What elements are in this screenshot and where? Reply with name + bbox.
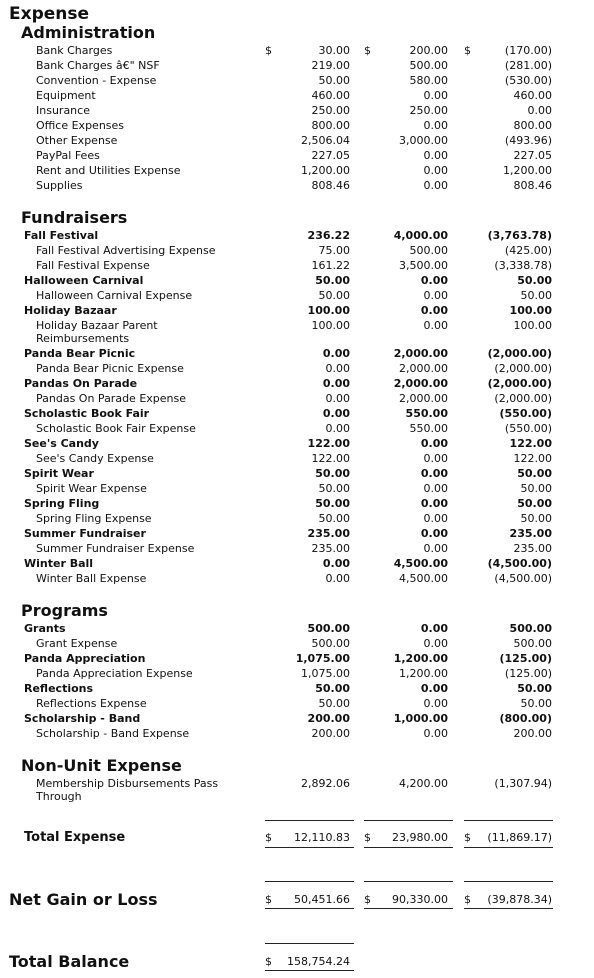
line-item-label [36, 148, 100, 163]
amount-variance: 50.00 [520, 512, 552, 525]
amount-budget: 0.00 [423, 727, 448, 740]
label-text: Fall Festival Advertising Expense [36, 244, 216, 257]
line-item-row [0, 133, 594, 148]
line-item-label [36, 481, 147, 496]
line-item-label [36, 43, 112, 58]
group-label [24, 346, 135, 361]
amount-variance: 50.00 [517, 274, 552, 287]
line-item-row [0, 636, 594, 651]
amount-actual: 75.00 [318, 244, 350, 257]
section-heading-nonunit: Non-Unit Expense [21, 756, 182, 775]
label-text: Holiday Bazaar [24, 304, 117, 317]
net-gain-currency-a: $ [265, 893, 272, 906]
amount-variance: 227.05 [513, 149, 552, 162]
amount-budget: 500.00 [409, 59, 448, 72]
line-item-label [36, 511, 152, 526]
line-item-row [0, 73, 594, 88]
amount-budget: 0.00 [420, 622, 448, 635]
amount-variance: 235.00 [513, 542, 552, 555]
group-row [0, 681, 594, 696]
amount-actual: 0.00 [322, 377, 350, 390]
amount-variance: 460.00 [513, 89, 552, 102]
net-gain-a: 50,451.66 [294, 893, 350, 906]
amount-variance: (2,000.00) [487, 347, 552, 360]
label-text: Panda Bear Picnic Expense [36, 362, 184, 375]
section-heading-programs: Programs [21, 601, 108, 620]
amount-actual: 0.00 [325, 392, 350, 405]
amount-budget: 0.00 [423, 697, 448, 710]
net-gain-label: Net Gain or Loss [9, 890, 158, 909]
label-text: Panda Appreciation Expense [36, 667, 193, 680]
label-text: Fall Festival [24, 229, 99, 242]
amount-actual: 2,506.04 [301, 134, 350, 147]
amount-actual: 50.00 [318, 74, 350, 87]
amount-actual: 235.00 [311, 542, 350, 555]
amount-variance: (4,500.00) [494, 572, 552, 585]
amount-variance: 800.00 [513, 119, 552, 132]
label-text: Scholarship - Band [24, 712, 141, 725]
group-row [0, 436, 594, 451]
group-label [24, 526, 146, 541]
amount-budget: 0.00 [423, 512, 448, 525]
amount-budget: 0.00 [420, 304, 448, 317]
line-item-label [36, 571, 146, 586]
amount-variance: (4,500.00) [487, 557, 552, 570]
group-row [0, 376, 594, 391]
line-item-row [0, 391, 594, 406]
total-expense-currency-b: $ [364, 831, 371, 844]
label-text: Reflections Expense [36, 697, 147, 710]
line-item-label [36, 178, 83, 193]
amount-budget: 2,000.00 [393, 347, 448, 360]
amount-variance: (170.00) [504, 44, 552, 57]
amount-variance: 0.00 [527, 104, 552, 117]
section-heading-fundraisers: Fundraisers [21, 208, 128, 227]
amount-actual: 100.00 [311, 319, 350, 332]
net-gain-underline-a [265, 908, 354, 909]
label-text: Fall Festival Expense [36, 259, 150, 272]
amount-budget: 580.00 [409, 74, 448, 87]
line-item-label [36, 118, 124, 133]
amount-variance: 200.00 [513, 727, 552, 740]
line-item-label [36, 58, 160, 73]
group-row [0, 526, 594, 541]
label-text: Bank Charges [36, 44, 113, 57]
line-item-label [36, 391, 186, 406]
amount-actual: 0.00 [322, 407, 350, 420]
label-text-continued: Through [36, 790, 82, 803]
total-expense-underline-c [464, 847, 553, 848]
group-label [24, 273, 143, 288]
label-text: Holiday Bazaar Parent [36, 319, 158, 332]
amount-actual: 30.00 [318, 44, 350, 57]
total-balance-value: 158,754.24 [287, 955, 350, 968]
group-label [24, 228, 98, 243]
label-text: Reflections [24, 682, 94, 695]
net-gain-b: 90,330.00 [392, 893, 448, 906]
amount-variance: (281.00) [504, 59, 552, 72]
line-item-row [0, 288, 594, 303]
line-item-label [36, 73, 156, 88]
group-label [24, 621, 66, 636]
line-item-row [0, 571, 594, 586]
line-item-row [0, 451, 594, 466]
amount-variance: (1,307.94) [494, 777, 552, 790]
line-item-label [36, 666, 193, 681]
group-row [0, 346, 594, 361]
total-expense-underline-a [265, 847, 354, 848]
amount-actual: 1,075.00 [301, 667, 350, 680]
group-label [24, 496, 99, 511]
line-item-row [0, 148, 594, 163]
amount-budget: 0.00 [423, 452, 448, 465]
group-label [24, 303, 117, 318]
amount-budget: 3,000.00 [399, 134, 448, 147]
label-text: Winter Ball Expense [36, 572, 147, 585]
label-text: Convention - Expense [36, 74, 157, 87]
line-item-label [36, 636, 117, 651]
line-item-row [0, 361, 594, 376]
label-text: Scholastic Book Fair Expense [36, 422, 196, 435]
amount-actual: 161.22 [311, 259, 350, 272]
label-text: Office Expenses [36, 119, 125, 132]
group-row [0, 466, 594, 481]
total-expense-c: (11,869.17) [487, 831, 552, 844]
line-item-label [36, 726, 189, 741]
amount-budget: 0.00 [420, 437, 448, 450]
amount-variance: (2,000.00) [487, 377, 552, 390]
line-item-label [36, 451, 154, 466]
amount-budget: 0.00 [420, 527, 448, 540]
amount-budget: 1,000.00 [393, 712, 448, 725]
total-expense-currency-c: $ [464, 831, 471, 844]
amount-budget: 1,200.00 [399, 667, 448, 680]
amount-variance: (550.00) [499, 407, 552, 420]
amount-variance: (493.96) [504, 134, 552, 147]
total-expense-label: Total Expense [24, 830, 126, 845]
amount-actual: 200.00 [307, 712, 350, 725]
amount-actual: 50.00 [318, 289, 350, 302]
amount-actual: 50.00 [315, 497, 350, 510]
amount-budget: 500.00 [409, 244, 448, 257]
total-expense-underline-b [364, 847, 453, 848]
line-item-label [36, 163, 180, 178]
amount-budget: 200.00 [409, 44, 448, 57]
amount-actual: 250.00 [311, 104, 350, 117]
amount-actual: 122.00 [307, 437, 350, 450]
amount-actual: 500.00 [311, 637, 350, 650]
amount-variance: 1,200.00 [503, 164, 552, 177]
net-gain-c: (39,878.34) [487, 893, 552, 906]
currency-symbol: $ [265, 44, 272, 57]
amount-variance: 50.00 [517, 497, 552, 510]
amount-budget: 0.00 [420, 682, 448, 695]
label-text: Scholarship - Band Expense [36, 727, 190, 740]
group-label [24, 681, 93, 696]
section-heading-administration: Administration [21, 23, 156, 42]
amount-actual: 50.00 [318, 697, 350, 710]
amount-variance: (3,763.78) [487, 229, 552, 242]
report-title: Expense [9, 4, 90, 24]
line-item-row [0, 43, 594, 58]
amount-actual: 800.00 [311, 119, 350, 132]
amount-actual: 50.00 [315, 467, 350, 480]
amount-budget: 0.00 [423, 289, 448, 302]
line-item-row [0, 666, 594, 681]
group-row [0, 228, 594, 243]
label-text: PayPal Fees [36, 149, 100, 162]
net-gain-currency-c: $ [464, 893, 471, 906]
amount-actual: 460.00 [311, 89, 350, 102]
label-text: Halloween Carnival [24, 274, 144, 287]
group-row [0, 303, 594, 318]
line-item-label [36, 258, 150, 273]
total-expense-rule-a [265, 820, 354, 821]
amount-budget: 0.00 [420, 497, 448, 510]
label-text: Membership Disbursements Pass [36, 777, 219, 790]
amount-budget: 0.00 [423, 164, 448, 177]
line-item-row [0, 58, 594, 73]
label-text: See's Candy Expense [36, 452, 154, 465]
amount-variance: 122.00 [513, 452, 552, 465]
amount-budget: 4,000.00 [393, 229, 448, 242]
label-text: Spirit Wear Expense [36, 482, 147, 495]
line-item-row [0, 726, 594, 741]
amount-variance: (550.00) [504, 422, 552, 435]
line-item-row [0, 243, 594, 258]
total-balance-label: Total Balance [9, 952, 130, 971]
amount-actual: 0.00 [325, 362, 350, 375]
label-text: See's Candy [24, 437, 99, 450]
total-balance-underline [265, 970, 354, 971]
label-text: Bank Charges â€" NSF [36, 59, 160, 72]
line-item-row [0, 103, 594, 118]
line-item-label [36, 133, 117, 148]
amount-budget: 0.00 [423, 542, 448, 555]
amount-actual: 2,892.06 [301, 777, 350, 790]
amount-actual: 50.00 [315, 274, 350, 287]
line-item-label [36, 318, 158, 346]
amount-budget: 2,000.00 [399, 392, 448, 405]
total-expense-rule-c [464, 820, 553, 821]
line-item-row [0, 178, 594, 193]
amount-actual: 122.00 [311, 452, 350, 465]
amount-actual: 200.00 [311, 727, 350, 740]
amount-variance: (2,000.00) [494, 392, 552, 405]
currency-symbol: $ [464, 44, 471, 57]
amount-budget: 0.00 [423, 482, 448, 495]
group-row [0, 651, 594, 666]
amount-variance: 50.00 [517, 682, 552, 695]
label-text: Rent and Utilities Expense [36, 164, 181, 177]
line-item-label [36, 88, 96, 103]
line-item-row [0, 541, 594, 556]
group-row [0, 711, 594, 726]
label-text-continued: Reimbursements [36, 332, 130, 345]
line-item-row [0, 481, 594, 496]
line-item-label [36, 288, 192, 303]
amount-actual: 0.00 [322, 557, 350, 570]
total-expense-b: 23,980.00 [392, 831, 448, 844]
amount-budget: 0.00 [420, 467, 448, 480]
amount-budget: 0.00 [420, 274, 448, 287]
amount-budget: 2,000.00 [399, 362, 448, 375]
net-gain-rule-c [464, 881, 553, 882]
amount-variance: 122.00 [509, 437, 552, 450]
amount-actual: 500.00 [307, 622, 350, 635]
amount-variance: 235.00 [509, 527, 552, 540]
total-balance-rule [265, 943, 354, 944]
amount-variance: 100.00 [513, 319, 552, 332]
label-text: Summer Fundraiser Expense [36, 542, 195, 555]
amount-actual: 0.00 [325, 422, 350, 435]
amount-actual: 236.22 [307, 229, 350, 242]
group-label [24, 406, 149, 421]
group-label [24, 466, 94, 481]
line-item-row [0, 118, 594, 133]
amount-variance: 500.00 [509, 622, 552, 635]
group-label [24, 711, 140, 726]
amount-budget: 4,500.00 [399, 572, 448, 585]
amount-budget: 0.00 [423, 319, 448, 332]
amount-variance: 50.00 [520, 289, 552, 302]
group-label [24, 436, 99, 451]
label-text: Scholastic Book Fair [24, 407, 150, 420]
amount-variance: 50.00 [520, 482, 552, 495]
label-text: Equipment [36, 89, 96, 102]
amount-variance: 100.00 [509, 304, 552, 317]
amount-variance: (125.00) [499, 652, 552, 665]
label-text: Summer Fundraiser [24, 527, 146, 540]
label-text: Halloween Carnival Expense [36, 289, 193, 302]
amount-actual: 1,200.00 [301, 164, 350, 177]
group-row [0, 406, 594, 421]
label-text: Spring Fling [24, 497, 100, 510]
amount-actual: 100.00 [307, 304, 350, 317]
amount-budget: 2,000.00 [393, 377, 448, 390]
group-row [0, 496, 594, 511]
amount-variance: (425.00) [504, 244, 552, 257]
line-item-row [0, 511, 594, 526]
line-item-label [36, 421, 196, 436]
group-row [0, 621, 594, 636]
net-gain-underline-b [364, 908, 453, 909]
label-text: Panda Appreciation [24, 652, 146, 665]
total-expense-rule-b [364, 820, 453, 821]
amount-budget: 4,200.00 [399, 777, 448, 790]
label-text: Panda Bear Picnic [24, 347, 136, 360]
amount-variance: (800.00) [499, 712, 552, 725]
line-item-label [36, 361, 184, 376]
total-expense-currency-a: $ [265, 831, 272, 844]
amount-budget: 1,200.00 [393, 652, 448, 665]
line-item-label [36, 541, 194, 556]
line-item-row [0, 776, 594, 803]
amount-variance: 50.00 [517, 467, 552, 480]
amount-actual: 1,075.00 [295, 652, 350, 665]
line-item-label [36, 243, 215, 258]
amount-variance: 50.00 [520, 697, 552, 710]
label-text: Other Expense [36, 134, 118, 147]
amount-actual: 227.05 [311, 149, 350, 162]
line-item-label [36, 103, 90, 118]
group-label [24, 651, 145, 666]
amount-variance: (2,000.00) [494, 362, 552, 375]
amount-budget: 0.00 [423, 89, 448, 102]
amount-budget: 4,500.00 [393, 557, 448, 570]
amount-actual: 0.00 [322, 347, 350, 360]
label-text: Grants [24, 622, 66, 635]
total-balance-currency: $ [265, 955, 272, 968]
amount-variance: 808.46 [513, 179, 552, 192]
line-item-row [0, 696, 594, 711]
line-item-row [0, 88, 594, 103]
currency-symbol: $ [364, 44, 371, 57]
amount-actual: 50.00 [318, 482, 350, 495]
amount-actual: 0.00 [325, 572, 350, 585]
label-text: Pandas On Parade Expense [36, 392, 186, 405]
amount-variance: 500.00 [513, 637, 552, 650]
label-text: Supplies [36, 179, 83, 192]
amount-budget: 0.00 [423, 179, 448, 192]
amount-variance: (125.00) [504, 667, 552, 680]
label-text: Grant Expense [36, 637, 118, 650]
label-text: Spirit Wear [24, 467, 94, 480]
line-item-row [0, 258, 594, 273]
amount-actual: 808.46 [311, 179, 350, 192]
amount-budget: 0.00 [423, 637, 448, 650]
amount-budget: 550.00 [405, 407, 448, 420]
group-row [0, 273, 594, 288]
amount-actual: 235.00 [307, 527, 350, 540]
net-gain-underline-c [464, 908, 553, 909]
amount-actual: 50.00 [315, 682, 350, 695]
group-row [0, 556, 594, 571]
label-text: Spring Fling Expense [36, 512, 152, 525]
label-text: Insurance [36, 104, 90, 117]
line-item-label [36, 776, 218, 804]
total-expense-a: 12,110.83 [294, 831, 350, 844]
group-label [24, 556, 93, 571]
net-gain-rule-b [364, 881, 453, 882]
amount-budget: 0.00 [423, 119, 448, 132]
line-item-label [36, 696, 147, 711]
amount-budget: 3,500.00 [399, 259, 448, 272]
label-text: Winter Ball [24, 557, 94, 570]
line-item-row [0, 163, 594, 178]
label-text: Pandas On Parade [24, 377, 138, 390]
amount-variance: (3,338.78) [494, 259, 552, 272]
amount-budget: 250.00 [409, 104, 448, 117]
group-label [24, 376, 137, 391]
amount-actual: 219.00 [311, 59, 350, 72]
amount-budget: 550.00 [409, 422, 448, 435]
amount-actual: 50.00 [318, 512, 350, 525]
line-item-row [0, 318, 594, 345]
net-gain-rule-a [265, 881, 354, 882]
amount-budget: 0.00 [423, 149, 448, 162]
net-gain-currency-b: $ [364, 893, 371, 906]
line-item-row [0, 421, 594, 436]
amount-variance: (530.00) [504, 74, 552, 87]
